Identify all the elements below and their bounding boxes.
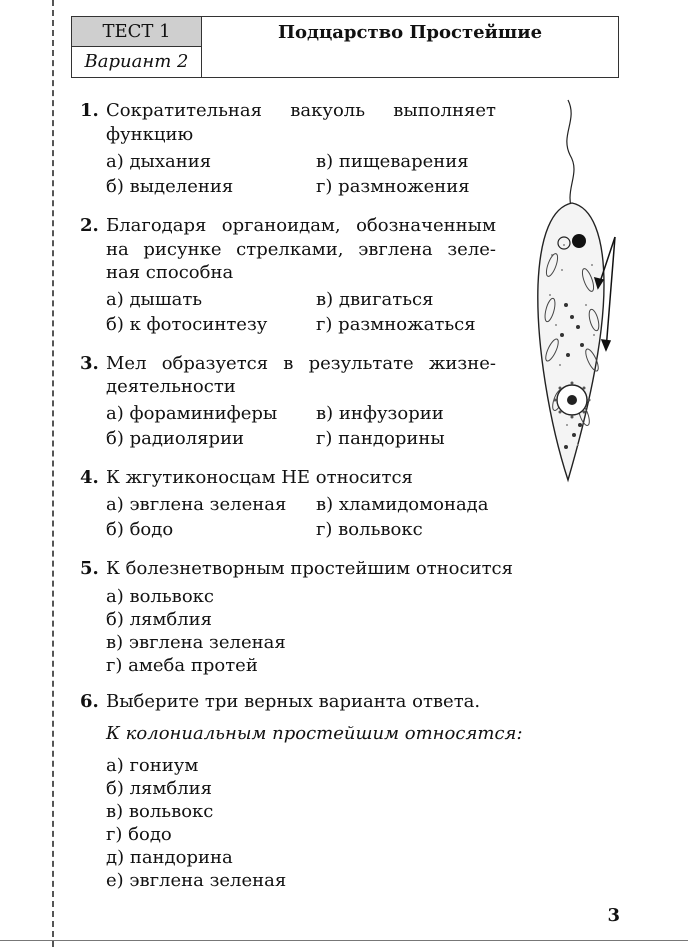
q3-word: Мел <box>106 353 147 374</box>
question-2-option-a: а) дышать <box>106 289 203 310</box>
question-2-option-g: г) размножаться <box>316 314 476 335</box>
q3-word: в <box>283 353 294 374</box>
question-5-option-b: б) лямблия <box>106 609 212 630</box>
question-6-option-b: б) лямблия <box>106 778 212 799</box>
q2-word: стрелками, <box>236 239 344 260</box>
q3-word: жизне- <box>428 353 496 374</box>
test-label: ТЕСТ 1 <box>72 17 202 47</box>
question-1-option-b: б) выделения <box>106 176 234 197</box>
test-header <box>71 16 619 78</box>
question-1-option-g: г) размножения <box>316 176 470 197</box>
question-2-option-v: в) двигаться <box>316 289 434 310</box>
question-4-number: 4. <box>80 467 99 488</box>
question-3-option-g: г) пандорины <box>316 428 445 449</box>
q1-word: Сократительная <box>106 100 262 121</box>
question-6-subtitle: К колониальным простейшим относятся: <box>106 723 523 744</box>
question-2-number: 2. <box>80 215 99 236</box>
question-4-text: К жгутиконосцам НЕ относится <box>106 467 413 488</box>
eyespot <box>572 234 586 248</box>
question-6-option-d: д) пандорина <box>106 847 233 868</box>
question-5-option-v: в) эвглена зеленая <box>106 632 286 653</box>
q2-word: Благодаря <box>106 215 207 236</box>
question-6-option-g: г) бодо <box>106 824 172 845</box>
page-number: 3 <box>607 905 620 926</box>
question-5-number: 5. <box>80 558 99 579</box>
nucleolus <box>567 395 577 405</box>
question-6-text: Выберите три верных варианта ответа. <box>106 691 481 712</box>
q2-word: обозначенным <box>356 215 496 236</box>
question-2-text-line-2 <box>106 239 496 260</box>
question-6-option-a: а) гониум <box>106 755 199 776</box>
question-1-number: 1. <box>80 100 99 121</box>
q2-word: эвглена <box>358 239 433 260</box>
q1-word: вакуоль <box>290 100 366 121</box>
question-4-option-b: б) бодо <box>106 519 174 540</box>
question-3-text-line-1 <box>106 353 496 374</box>
q2-word: рисунке <box>143 239 222 260</box>
flagellum <box>567 100 574 215</box>
q3-word: результате <box>308 353 414 374</box>
question-1-text-line-2: функцию <box>106 124 194 145</box>
q1-word: выполняет <box>393 100 496 121</box>
topic-title: Подцарство Простейшие <box>277 22 543 43</box>
question-6-option-e: е) эвглена зеленая <box>106 870 287 891</box>
question-5-text: К болезнетворным простейшим относится <box>106 558 513 579</box>
q3-word: образуется <box>161 353 269 374</box>
question-2-text-line-3: ная способна <box>106 262 234 283</box>
question-1-option-a: а) дыхания <box>106 151 212 172</box>
variant-label: Вариант 2 <box>72 47 202 77</box>
question-5-option-a: а) вольвокс <box>106 586 214 607</box>
question-4-option-a: а) эвглена зеленая <box>106 494 287 515</box>
question-3-option-v: в) инфузории <box>316 403 444 424</box>
question-6-option-v: в) вольвокс <box>106 801 214 822</box>
q2-word: на <box>106 239 129 260</box>
question-3-option-b: б) радиолярии <box>106 428 245 449</box>
question-6-number: 6. <box>80 691 99 712</box>
q2-word: зеле- <box>447 239 496 260</box>
question-1-option-v: в) пищеварения <box>316 151 469 172</box>
question-3-number: 3. <box>80 353 99 374</box>
question-3-option-a: а) фораминиферы <box>106 403 278 424</box>
question-1-text-line-1 <box>106 100 496 121</box>
page-bottom-rule <box>0 940 688 941</box>
binding-dashed-line <box>52 0 54 947</box>
question-4-option-g: г) вольвокс <box>316 519 423 540</box>
question-2-text-line-1 <box>106 215 496 236</box>
question-2-option-b: б) к фотосинтезу <box>106 314 268 335</box>
question-3-text-line-2: деятельности <box>106 376 236 397</box>
euglena-body <box>538 203 604 480</box>
q2-word: органоидам, <box>221 215 341 236</box>
question-4-option-v: в) хламидомонада <box>316 494 489 515</box>
question-5-option-g: г) амеба протей <box>106 655 258 676</box>
euglena-illustration <box>522 95 632 490</box>
